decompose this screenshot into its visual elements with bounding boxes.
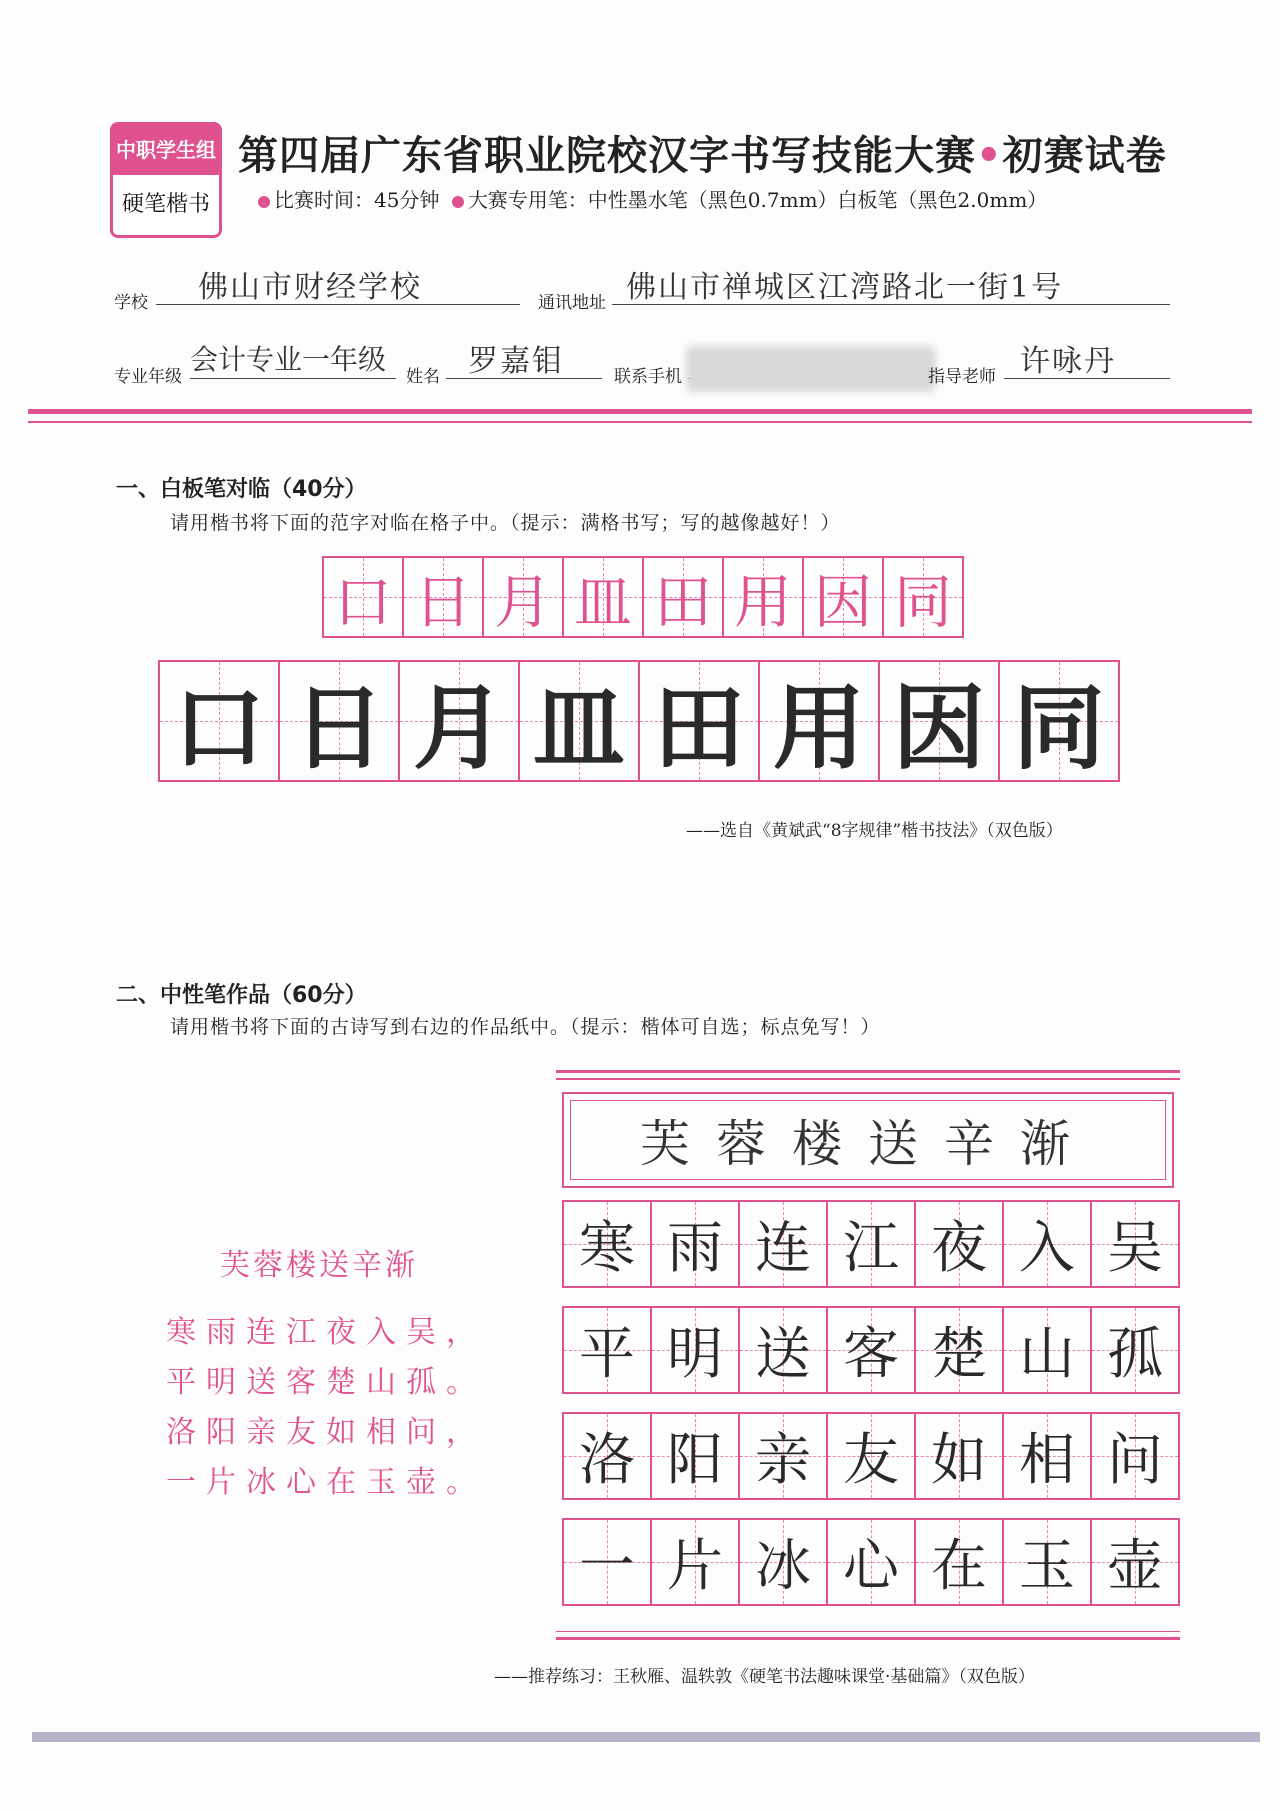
sheet-cell[interactable] bbox=[738, 1518, 828, 1606]
practice-cell[interactable] bbox=[278, 660, 400, 782]
written-char: 月 bbox=[412, 675, 505, 782]
model-char-grid bbox=[322, 556, 962, 638]
sheet-char: 客 bbox=[843, 1322, 899, 1387]
sheet-cell[interactable] bbox=[1002, 1518, 1092, 1606]
redacted-phone bbox=[686, 346, 936, 392]
model-char: 口 bbox=[333, 568, 392, 636]
poem-line: 洛阳亲友如相问， bbox=[166, 1415, 486, 1450]
sheet-cell[interactable] bbox=[738, 1412, 828, 1500]
sheet-char: 山 bbox=[1019, 1322, 1075, 1387]
title-suffix: 初赛试卷 bbox=[1002, 133, 1167, 179]
written-char: 因 bbox=[892, 675, 985, 782]
model-poem bbox=[166, 1240, 486, 1508]
sheet-char: 相 bbox=[1019, 1428, 1075, 1493]
major-label: 专业年级 bbox=[114, 367, 182, 387]
page-title bbox=[238, 124, 1167, 181]
sheet-cell[interactable] bbox=[650, 1306, 740, 1394]
practice-cell[interactable] bbox=[518, 660, 640, 782]
sheet-char: 平 bbox=[579, 1322, 635, 1387]
title-main: 第四届广东省职业院校汉字书写技能大赛 bbox=[238, 133, 976, 179]
sheet-cell[interactable] bbox=[914, 1200, 1004, 1288]
section2-credit: ——推荐练习：王秋雁、温轶敦《硬笔书法趣味课堂·基础篇》（双色版） bbox=[494, 1667, 1035, 1687]
address-value: 佛山市禅城区江湾路北一街1号 bbox=[626, 270, 1064, 305]
sheet-cell[interactable] bbox=[914, 1518, 1004, 1606]
sheet-char: 一 bbox=[579, 1534, 635, 1599]
group-badge bbox=[110, 122, 222, 238]
bottom-bar bbox=[32, 1732, 1260, 1742]
sheet-cell[interactable] bbox=[826, 1412, 916, 1500]
major-value: 会计专业一年级 bbox=[190, 343, 387, 376]
school-value: 佛山市财经学校 bbox=[198, 270, 422, 305]
sheet-char: 玉 bbox=[1019, 1534, 1075, 1599]
artwork-sheet bbox=[556, 1070, 1180, 1640]
poem-line: 一片冰心在玉壶。 bbox=[166, 1465, 486, 1500]
sheet-char: 问 bbox=[1107, 1428, 1163, 1493]
sheet-char: 江 bbox=[843, 1216, 899, 1281]
sheet-char: 友 bbox=[843, 1428, 899, 1493]
bullet-icon bbox=[258, 196, 270, 208]
header-divider-thin bbox=[28, 421, 1252, 423]
phone-label: 联系手机 bbox=[614, 367, 682, 387]
sheet-char: 亲 bbox=[755, 1428, 811, 1493]
sheet-cell[interactable] bbox=[562, 1412, 652, 1500]
model-char: 日 bbox=[413, 568, 472, 636]
written-char: 皿 bbox=[532, 675, 625, 782]
model-cell bbox=[642, 556, 724, 638]
written-char: 田 bbox=[652, 675, 745, 782]
sheet-char: 夜 bbox=[931, 1216, 987, 1281]
sheet-border-bottom-thin bbox=[556, 1631, 1180, 1633]
sheet-cell[interactable] bbox=[1002, 1306, 1092, 1394]
poem-line: 平明送客楚山孤。 bbox=[166, 1365, 486, 1400]
written-char: 同 bbox=[1012, 675, 1105, 782]
sheet-cell[interactable] bbox=[826, 1518, 916, 1606]
sheet-cell[interactable] bbox=[826, 1200, 916, 1288]
sheet-cell[interactable] bbox=[650, 1412, 740, 1500]
practice-cell[interactable] bbox=[998, 660, 1120, 782]
model-cell bbox=[482, 556, 564, 638]
poem-title: 芙蓉楼送辛渐 bbox=[220, 1248, 418, 1283]
title-dot: • bbox=[976, 133, 1003, 179]
sheet-char: 明 bbox=[667, 1322, 723, 1387]
badge-category-label: 硬笔楷书 bbox=[121, 192, 210, 217]
time-info: 比赛时间：45分钟 bbox=[274, 188, 440, 212]
sheet-cell[interactable] bbox=[1090, 1518, 1180, 1606]
exam-info bbox=[258, 184, 1047, 213]
written-char: 日 bbox=[292, 675, 385, 782]
sheet-cell[interactable] bbox=[738, 1200, 828, 1288]
sheet-cell[interactable] bbox=[826, 1306, 916, 1394]
sheet-cell[interactable] bbox=[1090, 1306, 1180, 1394]
model-cell bbox=[802, 556, 884, 638]
sheet-row bbox=[562, 1200, 1178, 1288]
sheet-title-box[interactable] bbox=[562, 1092, 1174, 1188]
model-char: 同 bbox=[893, 568, 952, 636]
model-cell bbox=[562, 556, 644, 638]
model-cell bbox=[322, 556, 404, 638]
practice-cell[interactable] bbox=[878, 660, 1000, 782]
sheet-char: 冰 bbox=[755, 1534, 811, 1599]
bullet-icon bbox=[452, 196, 464, 208]
sheet-char: 入 bbox=[1019, 1216, 1075, 1281]
sheet-cell[interactable] bbox=[738, 1306, 828, 1394]
sheet-border-top bbox=[556, 1070, 1180, 1073]
practice-cell[interactable] bbox=[158, 660, 280, 782]
sheet-cell[interactable] bbox=[650, 1200, 740, 1288]
written-char: 口 bbox=[172, 675, 265, 782]
sheet-cell[interactable] bbox=[914, 1412, 1004, 1500]
sheet-char: 孤 bbox=[1107, 1322, 1163, 1387]
sheet-cell[interactable] bbox=[1090, 1200, 1180, 1288]
poem-line: 寒雨连江夜入吴， bbox=[166, 1315, 486, 1350]
practice-cell[interactable] bbox=[398, 660, 520, 782]
sheet-char: 如 bbox=[931, 1428, 987, 1493]
sheet-cell[interactable] bbox=[562, 1200, 652, 1288]
teacher-label: 指导老师 bbox=[928, 367, 996, 387]
sheet-char: 送 bbox=[755, 1322, 811, 1387]
model-char: 田 bbox=[653, 568, 712, 636]
badge-group-label: 中职学生组 bbox=[113, 125, 219, 175]
model-char: 用 bbox=[733, 568, 792, 636]
model-cell bbox=[882, 556, 964, 638]
written-char: 用 bbox=[772, 675, 865, 782]
practice-char-grid bbox=[158, 660, 1118, 782]
sheet-char: 在 bbox=[931, 1534, 987, 1599]
sheet-char: 吴 bbox=[1107, 1216, 1163, 1281]
sheet-title: 芙蓉楼送辛渐 bbox=[640, 1115, 1096, 1173]
sheet-row bbox=[562, 1306, 1178, 1394]
sheet-cell[interactable] bbox=[650, 1518, 740, 1606]
model-char: 皿 bbox=[573, 568, 632, 636]
sheet-char: 片 bbox=[667, 1534, 723, 1599]
sheet-cell[interactable] bbox=[1002, 1412, 1092, 1500]
sheet-char: 楚 bbox=[931, 1322, 987, 1387]
model-char: 月 bbox=[493, 568, 552, 636]
sheet-cell[interactable] bbox=[562, 1306, 652, 1394]
section1-heading: 一、白板笔对临（40分） bbox=[116, 477, 367, 502]
sheet-row bbox=[562, 1412, 1178, 1500]
name-label: 姓名 bbox=[406, 367, 440, 387]
header-divider bbox=[28, 409, 1252, 414]
sheet-char: 洛 bbox=[579, 1428, 635, 1493]
sheet-cell[interactable] bbox=[914, 1306, 1004, 1394]
model-cell bbox=[402, 556, 484, 638]
practice-cell[interactable] bbox=[758, 660, 880, 782]
sheet-char: 连 bbox=[755, 1216, 811, 1281]
address-label: 通讯地址 bbox=[538, 293, 606, 313]
sheet-border-top-thin bbox=[556, 1078, 1180, 1080]
name-value: 罗嘉钼 bbox=[468, 344, 564, 379]
model-cell bbox=[722, 556, 804, 638]
practice-cell[interactable] bbox=[638, 660, 760, 782]
section1-instruction: 请用楷书将下面的范字对临在格子中。（提示：满格书写；写的越像越好！） bbox=[170, 512, 841, 534]
sheet-cell[interactable] bbox=[562, 1518, 652, 1606]
sheet-cell[interactable] bbox=[1090, 1412, 1180, 1500]
sheet-border-bottom bbox=[556, 1637, 1180, 1640]
sheet-char: 阳 bbox=[667, 1428, 723, 1493]
sheet-char: 寒 bbox=[579, 1216, 635, 1281]
section1-credit: ——选自《黄斌武“8字规律”楷书技法》（双色版） bbox=[686, 821, 1063, 841]
pen-info: 大赛专用笔：中性墨水笔（黑色0.7mm）白板笔（黑色2.0mm） bbox=[467, 188, 1048, 212]
sheet-cell[interactable] bbox=[1002, 1200, 1092, 1288]
sheet-char: 心 bbox=[843, 1534, 899, 1599]
sheet-row bbox=[562, 1518, 1178, 1606]
school-label: 学校 bbox=[114, 293, 148, 313]
section2-instruction: 请用楷书将下面的古诗写到右边的作品纸中。（提示：楷体可自选；标点免写！） bbox=[170, 1016, 881, 1038]
sheet-char: 壶 bbox=[1107, 1534, 1163, 1599]
teacher-value: 许咏丹 bbox=[1020, 344, 1116, 379]
model-char: 因 bbox=[813, 568, 872, 636]
section2-heading: 二、中性笔作品（60分） bbox=[116, 983, 367, 1008]
sheet-char: 雨 bbox=[667, 1216, 723, 1281]
